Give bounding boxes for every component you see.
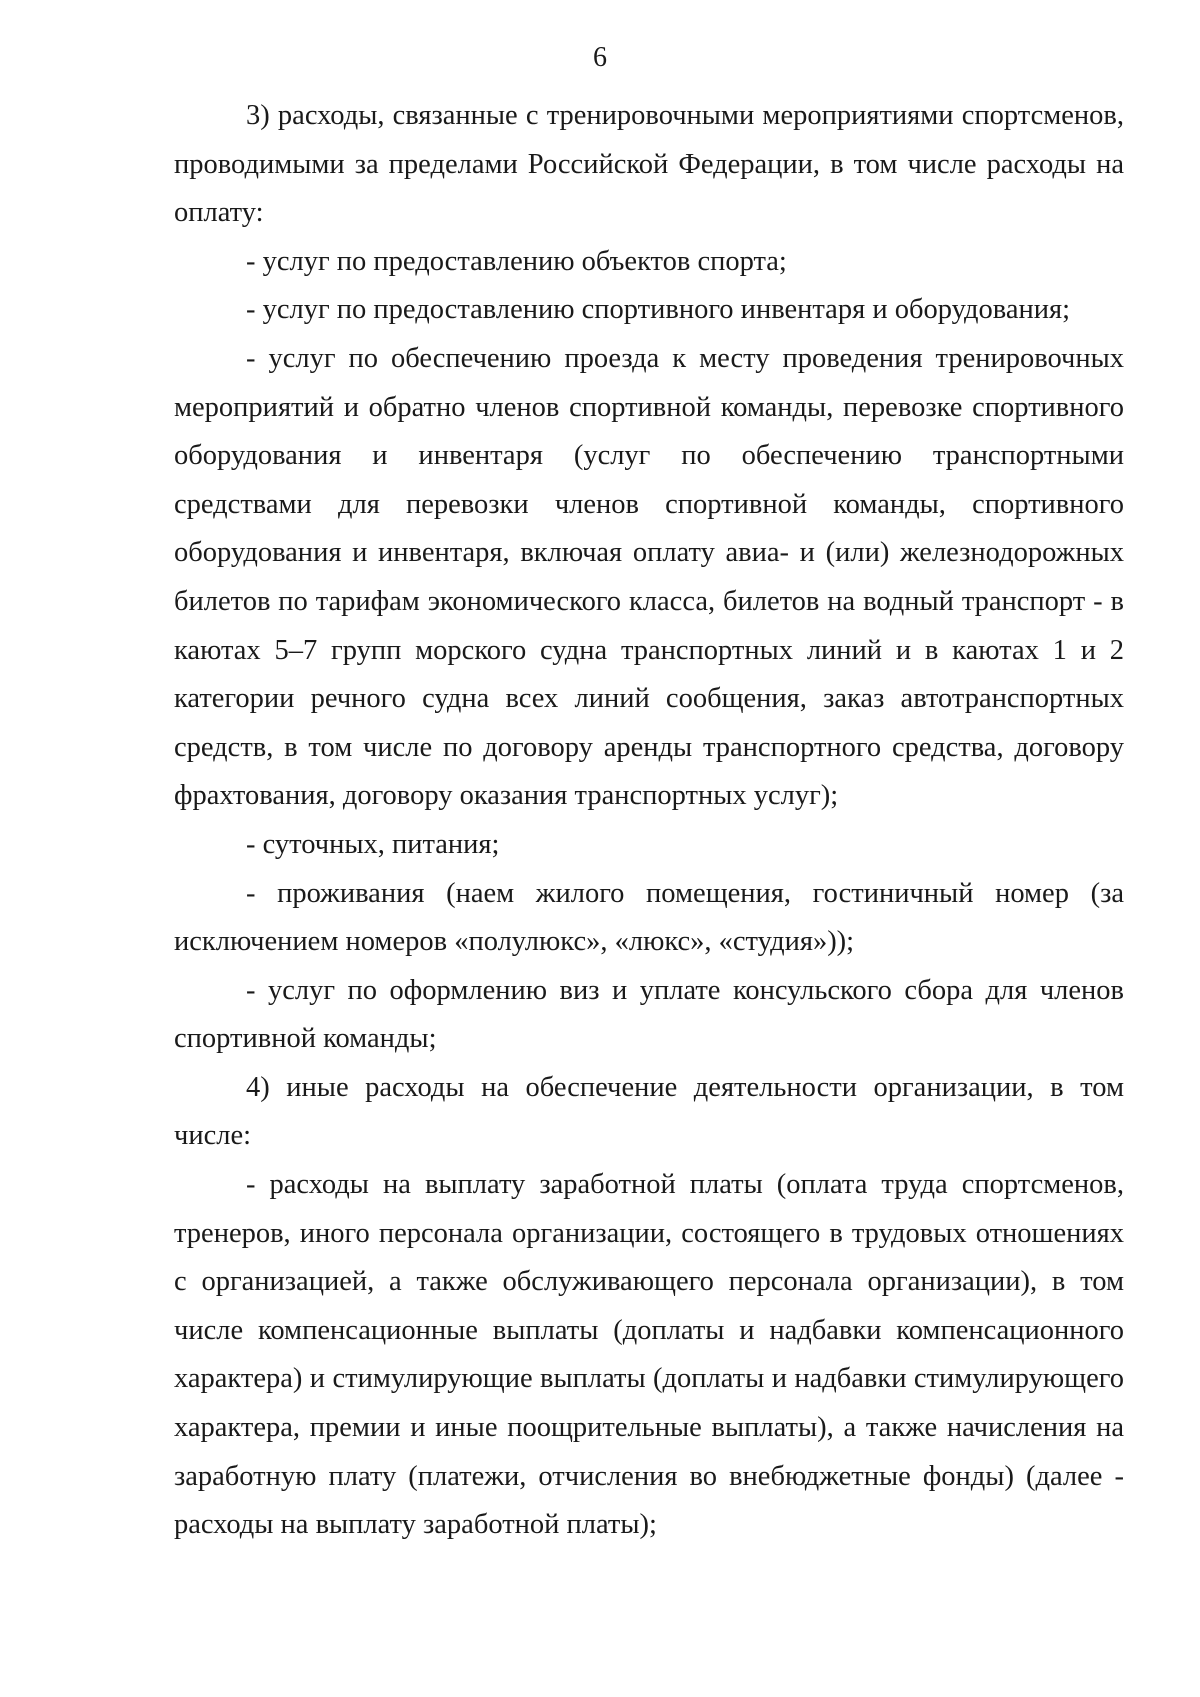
paragraph-transport-services: - услуг по обеспечению проезда к месту проведения тренировочных мероприятий и обратно членов спортивной команды, перевозке спортивного оборудования и инвентаря (услуг по обеспечению транспортными средствами для перевозки членов спортивной команды, спортивного оборудования и инвентаря, включая оплату авиа- и (или) железнодорожных билетов по тарифам экономического класса, билетов на водный транспорт - в каютах 5–7 групп морского судна транспортных линий и в каютах 1 и 2 категории речного судна всех линий сообщения, заказ автотранспортных средств, в том числе по договору аренды транспортного средства, договору фрахтования, договору оказания транспортных услуг); xyxy=(174,342,1124,812)
paragraph-sport-facilities: - услуг по предоставлению объектов спорта; xyxy=(246,245,787,277)
paragraph-item-3: 3) расходы, связанные с тренировочными мероприятиями спортсменов, проводимыми за пределами Российской Федерации, в том числе расходы на оплату: xyxy=(174,100,1124,229)
document-body xyxy=(174,92,1124,1550)
paragraph-accommodation: - проживания (наем жилого помещения, гостиничный номер (за исключением номеров «полулюкс», «люкс», «студия»)); xyxy=(174,877,1124,958)
paragraph-visa-services: - услуг по оформлению виз и уплате консульского сбора для членов спортивной команды; xyxy=(174,974,1124,1055)
paragraph-salary-expenses: - расходы на выплату заработной платы (оплата труда спортсменов, тренеров, иного персонала организации, состоящего в трудовых отношениях с организацией, а также обслуживающего персонала организации), в том числе компенсационные выплаты (доплаты и надбавки компенсационного характера) и стимулирующие выплаты (доплаты и надбавки стимулирующего характера, премии и иные поощрительные выплаты), а также начисления на заработную плату (платежи, отчисления во внебюджетные фонды) (далее - расходы на выплату заработной платы); xyxy=(174,1169,1124,1541)
page-number: 6 xyxy=(593,42,607,73)
paragraph-sport-equipment: - услуг по предоставлению спортивного инвентаря и оборудования; xyxy=(246,294,1071,326)
paragraph-daily-allowance: - суточных, питания; xyxy=(246,828,500,860)
paragraph-item-4: 4) иные расходы на обеспечение деятельности организации, в том числе: xyxy=(174,1071,1124,1152)
